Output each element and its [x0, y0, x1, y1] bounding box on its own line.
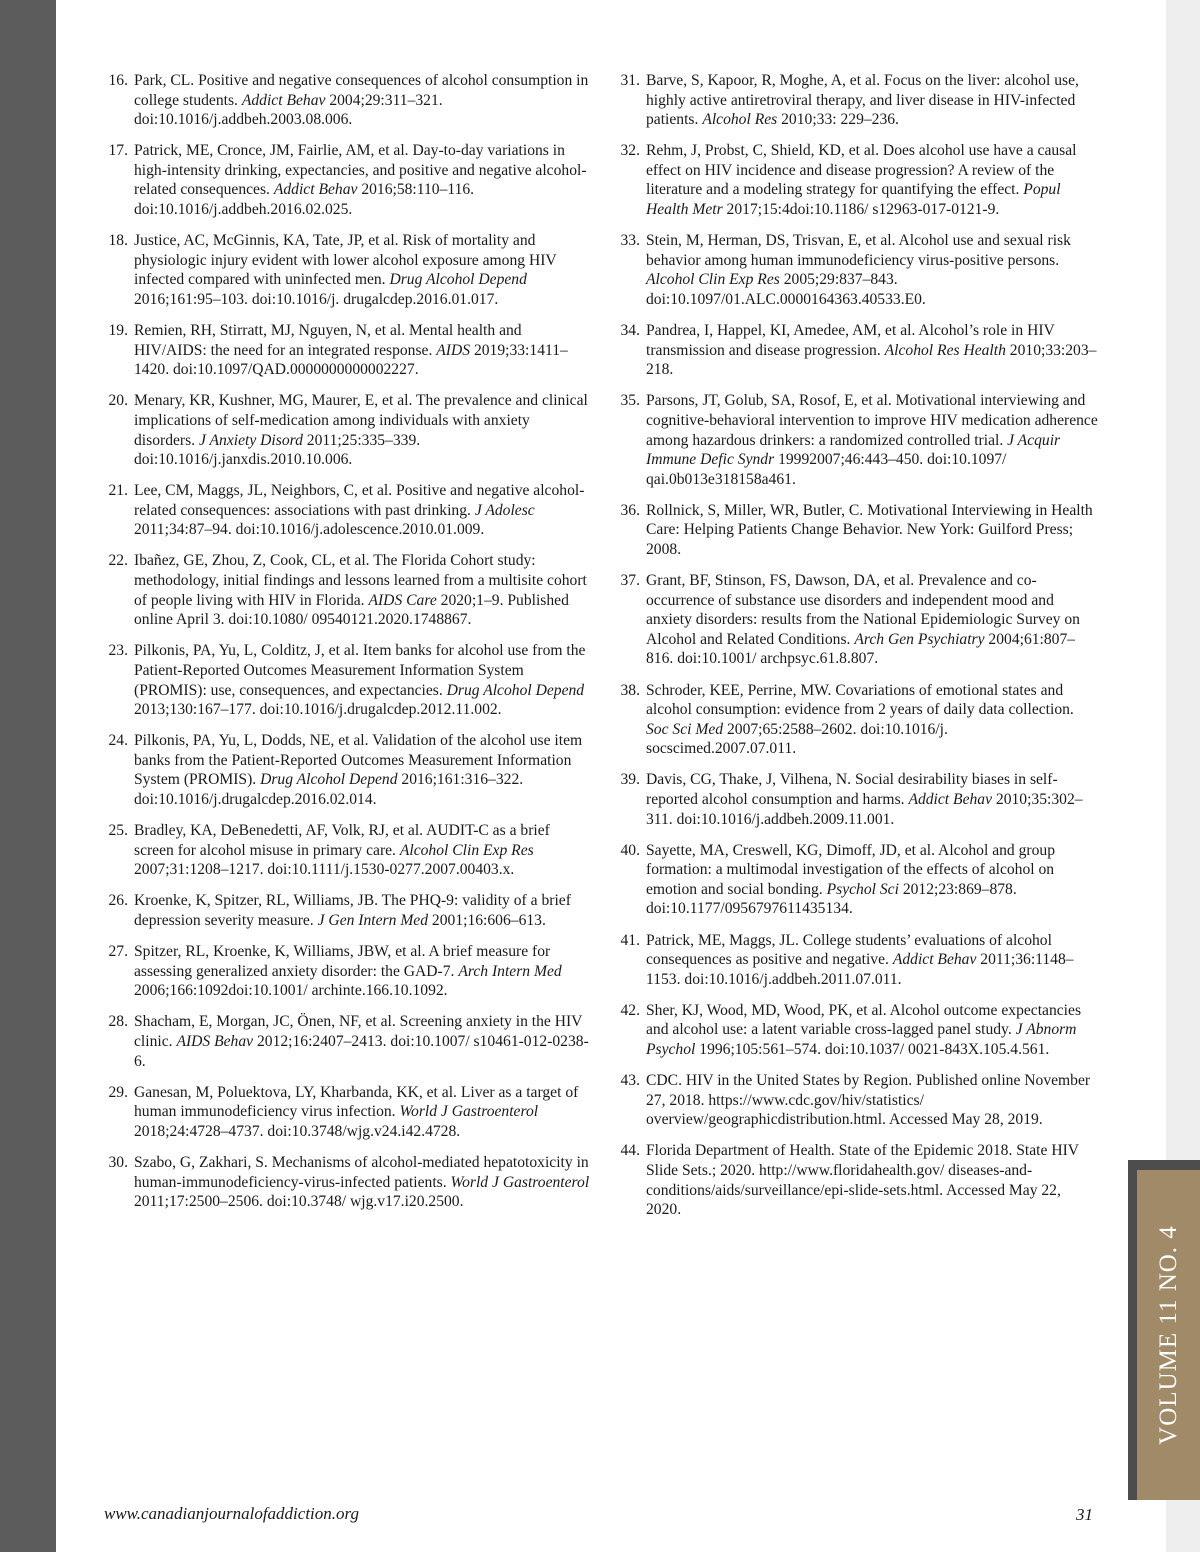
journal-title: AIDS [436, 341, 471, 359]
reference-segment: Sayette, MA, Creswell, KG, Dimoff, JD, et al. Alcohol and group formation: a multimodal investigation of the effects of alcohol on emotion and social bonding. [646, 841, 1055, 898]
journal-title: Alcohol Clin Exp Res [399, 841, 534, 859]
journal-title: Alcohol Res Health [884, 341, 1006, 359]
reference-item [100, 481, 590, 540]
reference-number: 19. [108, 322, 128, 340]
reference-number: 43. [620, 1072, 640, 1090]
reference-item [100, 231, 590, 309]
reference-segment: Park, CL. Positive and negative consequences of alcohol consumption in college students. [134, 72, 589, 109]
reference-number: 22. [108, 552, 128, 570]
reference-segment: 2010;33: 229–236. [777, 111, 899, 129]
reference-text [646, 391, 1098, 489]
reference-text [646, 1001, 1098, 1060]
reference-segment: Davis, CG, Thake, J, Vilhena, N. Social desirability biases in self-reported alcohol consumption and harms. [646, 771, 1058, 808]
reference-segment: Patrick, ME, Maggs, JL. College students’ evaluations of alcohol consequences as positive and negative. [646, 931, 1052, 969]
reference-text [134, 821, 590, 880]
reference-item [612, 931, 1098, 990]
reference-number: 32. [620, 142, 640, 160]
reference-segment: 2005;29:837–843. doi:10.1097/01.ALC.0000164363.40533.E0. [646, 271, 926, 308]
reference-segment: Szabo, G, Zakhari, S. Mechanisms of alcohol-mediated hepatotoxicity in human-immunodeficiency-virus-infected patients. [134, 1153, 589, 1191]
reference-text [134, 71, 590, 130]
reference-text [134, 891, 590, 930]
reference-text [646, 71, 1098, 130]
reference-segment: 2019;33:1411–1420. doi:10.1097/QAD.0000000000002227. [134, 341, 568, 379]
reference-segment: 2013;130:167–177. doi:10.1016/j.drugalcdep.2012.11.002. [134, 701, 502, 719]
reference-text [134, 231, 590, 309]
reference-number: 27. [108, 943, 128, 961]
journal-title: Addict Behav [241, 91, 326, 109]
journal-title: J Anxiety Disord [198, 431, 303, 449]
journal-url[interactable]: www.canadianjournalofaddiction.org [104, 1504, 360, 1523]
reference-segment: Stein, M, Herman, DS, Trisvan, E, et al. Alcohol use and sexual risk behavior among human immunodeficiency virus-positive persons. [646, 232, 1071, 269]
journal-title: AIDS Behav [176, 1032, 254, 1050]
reference-segment: 2001;16:606–613. [428, 911, 546, 929]
reference-item [612, 1071, 1098, 1130]
reference-number: 36. [620, 501, 640, 519]
journal-title: Addict Behav [908, 791, 993, 808]
reference-segment: 2017;15:4doi:10.1186/ s12963-017-0121-9. [722, 201, 1000, 219]
reference-text [134, 141, 590, 219]
reference-segment: 2016;161:95–103. doi:10.1016/j. drugalcdep.2016.01.017. [134, 290, 499, 308]
reference-text [134, 641, 590, 719]
reference-segment: 2011;34:87–94. doi:10.1016/j.adolescence.2010.01.009. [134, 521, 485, 539]
side-tab-text [1137, 1170, 1200, 1500]
reference-item [612, 1141, 1098, 1219]
journal-title: AIDS Care [368, 591, 437, 609]
reference-segment: Florida Department of Health. State of the Epidemic 2018. State HIV Slide Sets.; 2020. http://www.floridahealth.gov/ diseases-and-conditions/aids/surveillance/epi-slide-sets.html. Accessed May 22, 2020. [646, 1142, 1079, 1219]
reference-item [100, 731, 590, 809]
reference-text [646, 571, 1098, 669]
reference-segment: 2006;166:1092doi:10.1001/ archinte.166.10.1092. [134, 982, 448, 1000]
journal-title: Drug Alcohol Depend [446, 681, 585, 699]
journal-title: Arch Intern Med [458, 962, 562, 980]
reference-text [134, 391, 590, 469]
reference-item [100, 1083, 590, 1142]
reference-segment: Rollnick, S, Miller, WR, Butler, C. Motivational Interviewing in Health Care: Helping Patients Change Behavior. New York: Guilford Press; 2008. [646, 501, 1093, 558]
reference-number: 24. [108, 732, 128, 750]
journal-title: Popul Health Metr [646, 181, 1061, 219]
journal-title: J Acquir Immune Defic Syndr [646, 431, 1061, 469]
reference-segment: Pilkonis, PA, Yu, L, Colditz, J, et al. Item banks for alcohol use from the Patient-Reported Outcomes Measurement Information System (PROMIS): use, consequences, and expectancies. [134, 642, 586, 699]
reference-segment: 2018;24:4728–4737. doi:10.3748/wjg.v24.i42.4728. [134, 1122, 461, 1140]
journal-title: Drug Alcohol Depend [260, 771, 398, 789]
reference-segment: Parsons, JT, Golub, SA, Rosof, E, et al. Motivational interviewing and cognitive-behavioral intervention to improve HIV medication adherence among hazardous drinkers: a randomized controlled trial. [646, 392, 1098, 449]
journal-title: Addict Behav [273, 181, 358, 199]
reference-segment: CDC. HIV in the United States by Region. Published online November 27, 2018. https://www.cdc.gov/hiv/statistics/ overview/geographicdistribution.html. Accessed May 28, 2019. [646, 1072, 1091, 1129]
reference-text [134, 731, 590, 809]
reference-segment: Menary, KR, Kushner, MG, Maurer, E, et al. The prevalence and clinical implications of self-medication among individuals with anxiety disorders. [134, 392, 588, 449]
reference-item [100, 141, 590, 219]
reference-text [134, 1083, 590, 1142]
reference-text [134, 942, 590, 1001]
reference-number: 35. [620, 392, 640, 410]
reference-segment: 2020;1–9. Published online April 3. doi:10.1080/ 09540121.2020.1748867. [134, 591, 569, 629]
reference-segment: Pilkonis, PA, Yu, L, Dodds, NE, et al. Validation of the alcohol use item banks from the Patient-Reported Outcomes Measurement Information System (PROMIS). [134, 732, 583, 789]
reference-item [612, 321, 1098, 380]
reference-text [646, 321, 1098, 380]
reference-number: 44. [620, 1142, 640, 1160]
reference-number: 20. [108, 392, 128, 410]
page-number: 31 [1076, 1505, 1093, 1524]
reference-item [100, 1012, 590, 1071]
reference-number: 18. [108, 232, 128, 250]
reference-number: 40. [620, 841, 640, 859]
reference-item [612, 231, 1098, 309]
reference-segment: 2016;161:316–322. doi:10.1016/j.drugalcdep.2016.02.014. [134, 771, 524, 808]
reference-segment: Sher, KJ, Wood, MD, Wood, PK, et al. Alcohol outcome expectancies and alcohol use: a latent variable cross-lagged panel study. [646, 1001, 1082, 1039]
reference-segment: 2012;23:869–878. doi:10.1177/0956797611435134. [646, 880, 1017, 918]
reference-segment: 2007;31:1208–1217. doi:10.1111/j.1530-0277.2007.00403.x. [134, 861, 515, 879]
reference-segment: Rehm, J, Probst, C, Shield, KD, et al. Does alcohol use have a causal effect on HIV incidence and disease progression? A review of the literature and a modeling strategy for quantifying the effect. [646, 142, 1077, 199]
journal-title: Psychol Sci [826, 880, 899, 898]
reference-segment: Spitzer, RL, Kroenke, K, Williams, JBW, et al. A brief measure for assessing generalized anxiety disorder: the GAD-7. [134, 943, 551, 980]
reference-number: 21. [108, 482, 128, 500]
reference-number: 16. [108, 72, 128, 89]
reference-number: 23. [108, 642, 128, 660]
reference-number: 26. [108, 892, 128, 910]
reference-item [612, 770, 1098, 829]
reference-number: 39. [620, 771, 640, 789]
reference-segment: Lee, CM, Maggs, JL, Neighbors, C, et al. Positive and negative alcohol-related consequences: associations with past drinking. [134, 482, 585, 519]
reference-segment: Ganesan, M, Poluektova, LY, Kharbanda, KK, et al. Liver as a target of human immunodeficiency virus infection. [134, 1083, 579, 1121]
reference-segment: Bradley, KA, DeBenedetti, AF, Volk, RJ, et al. AUDIT-C as a brief screen for alcohol misuse in primary care. [134, 822, 550, 859]
reference-text [134, 551, 590, 629]
journal-title: World J Gastroenterol [450, 1173, 590, 1191]
references-right-column [612, 71, 1098, 1231]
reference-number: 31. [620, 72, 640, 89]
reference-segment: 2004;29:311–321. doi:10.1016/j.addbeh.2003.08.006. [134, 91, 443, 129]
reference-item [100, 821, 590, 880]
volume-label: VOLUME 11 NO. 4 [1154, 1225, 1182, 1445]
reference-item [100, 321, 590, 380]
reference-item [612, 681, 1098, 759]
reference-segment: Shacham, E, Morgan, JC, Önen, NF, et al. Screening anxiety in the HIV clinic. [134, 1013, 583, 1050]
reference-number: 28. [108, 1013, 128, 1031]
reference-number: 17. [108, 142, 128, 160]
reference-segment: 2011;36:1148–1153. doi:10.1016/j.addbeh.2011.07.011. [646, 951, 1074, 988]
reference-text [646, 141, 1098, 219]
reference-segment: Ibañez, GE, Zhou, Z, Cook, CL, et al. The Florida Cohort study: methodology, initial findings and lessons learned from a multisite cohort of people living with HIV in Florida. [134, 552, 587, 609]
references-left-column [100, 71, 590, 1223]
reference-segment: 19992007;46:443–450. doi:10.1097/ qai.0b013e318158a461. [646, 451, 1007, 488]
reference-segment: 2007;65:2588–2602. doi:10.1016/j. socscimed.2007.07.011. [646, 720, 948, 758]
journal-title: Soc Sci Med [646, 720, 724, 738]
journal-title: Addict Behav [892, 951, 977, 969]
reference-text [134, 481, 590, 540]
reference-text [134, 1012, 590, 1071]
reference-segment: 2012;16:2407–2413. doi:10.1007/ s10461-012-0238-6. [134, 1032, 589, 1070]
reference-segment: Barve, S, Kapoor, R, Moghe, A, et al. Focus on the liver: alcohol use, highly active antiretroviral therapy, and liver disease in HIV-infected patients. [646, 72, 1079, 129]
reference-number: 34. [620, 322, 640, 340]
reference-item [612, 71, 1098, 130]
reference-segment: 2010;33:203–218. [646, 341, 1097, 379]
reference-segment: Kroenke, K, Spitzer, RL, Williams, JB. The PHQ-9: validity of a brief depression severity measure. [134, 892, 571, 929]
reference-segment: Justice, AC, McGinnis, KA, Tate, JP, et al. Risk of mortality and physiologic injury evident with lower alcohol exposure among HIV infected compared with uninfected men. [134, 232, 557, 289]
reference-number: 30. [108, 1153, 128, 1171]
reference-item [100, 391, 590, 469]
journal-title: World J Gastroenterol [399, 1103, 539, 1121]
journal-title: J Gen Intern Med [317, 911, 429, 929]
reference-number: 38. [620, 681, 640, 699]
reference-segment: 2011;25:335–339. doi:10.1016/j.janxdis.2010.10.006. [134, 431, 421, 469]
reference-item [100, 891, 590, 930]
reference-segment: Patrick, ME, Cronce, JM, Fairlie, AM, et al. Day-to-day variations in high-intensity drinking, expectancies, and positive and negative alcohol-related consequences. [134, 142, 587, 199]
reference-text [646, 501, 1098, 560]
reference-number: 37. [620, 572, 640, 590]
reference-item [612, 501, 1098, 560]
reference-number: 41. [620, 931, 640, 949]
reference-text [646, 841, 1098, 919]
reference-text [134, 1153, 590, 1212]
reference-item [100, 551, 590, 629]
reference-item [612, 571, 1098, 669]
journal-title: Drug Alcohol Depend [389, 271, 527, 289]
reference-item [612, 141, 1098, 219]
reference-segment: Remien, RH, Stirratt, MJ, Nguyen, N, et al. Mental health and HIV/AIDS: the need for an integrated response. [134, 322, 522, 359]
reference-segment: 1996;105:561–574. doi:10.1037/ 0021-843X.105.4.561. [695, 1041, 1050, 1059]
reference-text [646, 931, 1098, 990]
reference-item [612, 391, 1098, 489]
reference-number: 42. [620, 1001, 640, 1019]
journal-title: J Adolesc [474, 501, 535, 519]
reference-text [646, 1141, 1098, 1219]
reference-text [646, 770, 1098, 829]
reference-text [646, 681, 1098, 759]
journal-title: J Abnorm Psychol [646, 1021, 1077, 1059]
journal-title: Arch Gen Psychiatry [854, 630, 985, 648]
journal-title: Alcohol Res [702, 111, 778, 129]
reference-segment: 2016;58:110–116. doi:10.1016/j.addbeh.2016.02.025. [134, 181, 475, 219]
reference-item [100, 942, 590, 1001]
reference-text [134, 321, 590, 380]
reference-number: 33. [620, 232, 640, 250]
reference-item [612, 1001, 1098, 1060]
reference-segment: Schroder, KEE, Perrine, MW. Covariations of emotional states and alcohol consumption: evidence from 2 years of daily data collection. [646, 681, 1074, 719]
journal-title: Alcohol Clin Exp Res [646, 271, 780, 289]
reference-segment: 2004;61:807–816. doi:10.1001/ archpsyc.61.8.807. [646, 630, 1076, 668]
reference-number: 25. [108, 822, 128, 840]
reference-segment: Grant, BF, Stinson, FS, Dawson, DA, et al. Prevalence and co-occurrence of substance use disorders and independent mood and anxiety disorders: results from the National Epidemiologic Survey on Alcohol and Related Conditions. [646, 572, 1080, 648]
reference-text [646, 1071, 1098, 1130]
reference-segment: Pandrea, I, Happel, KI, Amedee, AM, et al. Alcohol’s role in HIV transmission and disease progression. [646, 322, 1055, 359]
reference-text [646, 231, 1098, 309]
reference-item [100, 71, 590, 130]
reference-number: 29. [108, 1083, 128, 1101]
reference-item [612, 841, 1098, 919]
reference-segment: 2010;35:302–311. doi:10.1016/j.addbeh.2009.11.001. [646, 791, 1083, 828]
reference-item [100, 1153, 590, 1212]
reference-item [100, 641, 590, 719]
reference-segment: 2011;17:2500–2506. doi:10.3748/ wjg.v17.i20.2500. [134, 1193, 464, 1211]
